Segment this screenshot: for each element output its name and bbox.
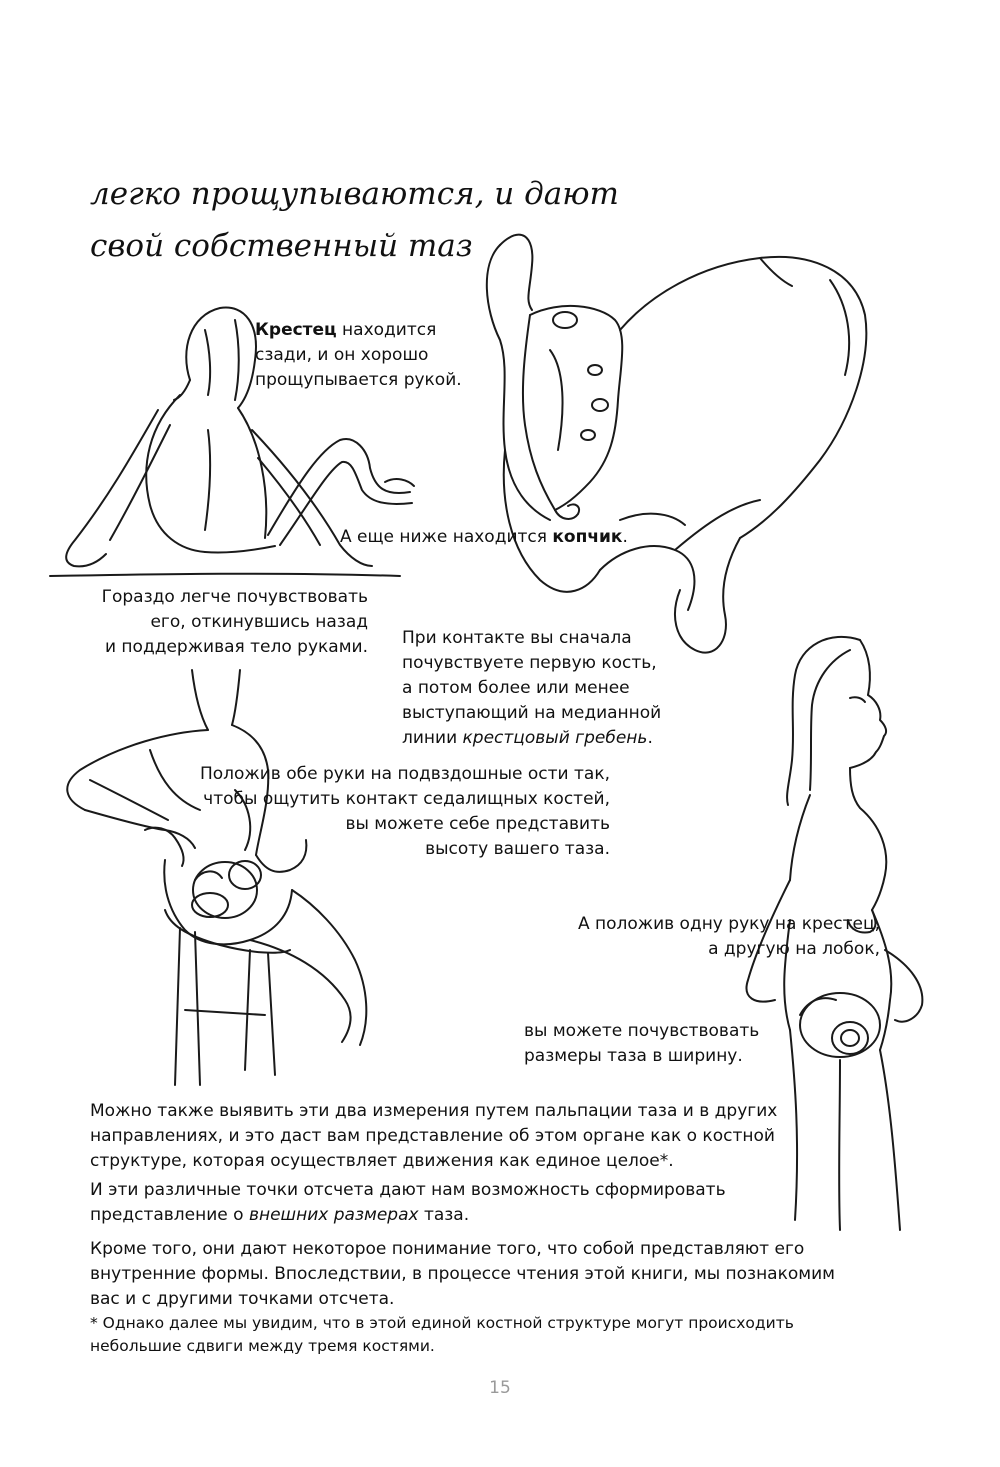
- body-p1-line-3: структуре, которая осуществляет движения как единое целое*.: [90, 1151, 674, 1171]
- caption-one-hand-line-1: А положив одну руку на крестец,: [577, 914, 880, 934]
- caption-coccyx-end: .: [622, 527, 628, 547]
- caption-one-hand: [520, 912, 880, 962]
- page-number: 15: [489, 1378, 511, 1398]
- caption-width-line-2: размеры таза в ширину.: [524, 1046, 743, 1066]
- caption-iliac-line-4: высоту вашего таза.: [425, 839, 610, 859]
- body-p3-line-3: вас и с другими точками отсчета.: [90, 1289, 395, 1309]
- body-p2-line-2-end: таза.: [418, 1205, 470, 1225]
- caption-contact-line-4: выступающий на медианной: [402, 703, 662, 723]
- caption-contact-line-5-pre: линии: [402, 728, 463, 748]
- caption-sacrum-line-1-rest: находится: [336, 320, 437, 340]
- caption-contact-line-1: При контакте вы сначала: [402, 628, 632, 648]
- caption-contact-line-5-end: .: [647, 728, 653, 748]
- body-paragraph-1: [90, 1099, 890, 1174]
- heading-line-2: свой собственный таз: [90, 228, 473, 264]
- body-paragraph-2: [90, 1178, 890, 1228]
- caption-sacrum-term: Крестец: [255, 320, 337, 340]
- body-p2-line-2: [90, 1203, 890, 1228]
- footnote-line-2: небольшие сдвиги между тремя костями.: [90, 1337, 435, 1355]
- body-p2-line-2-pre: представление о: [90, 1205, 249, 1225]
- caption-contact-line-2: почувствуете первую кость,: [402, 653, 657, 673]
- caption-contact-line-5: [402, 726, 661, 751]
- caption-contact-line-3: а потом более или менее: [402, 678, 630, 698]
- caption-sacrum: [255, 318, 462, 393]
- caption-one-hand-line-2: а другую на лобок,: [708, 939, 880, 959]
- body-paragraph-3: [90, 1237, 890, 1312]
- footnote: [90, 1312, 885, 1358]
- caption-lean-back-line-1: Гораздо легче почувствовать: [101, 587, 368, 607]
- body-p3-line-2: внутренние формы. Впоследствии, в процессе чтения этой книги, мы познакомим: [90, 1264, 835, 1284]
- caption-sacrum-line-2: сзади, и он хорошо: [255, 345, 429, 365]
- caption-lean-back-line-2: его, откинувшись назад: [150, 612, 368, 632]
- body-p2-term: внешних размерах: [248, 1205, 419, 1225]
- footnote-line-1: * Однако далее мы увидим, что в этой единой костной структуре могут происходить: [90, 1314, 794, 1332]
- body-p1-line-2: направлениях, и это даст вам представление об этом органе как о костной: [90, 1126, 775, 1146]
- caption-coccyx-term: копчик: [552, 527, 623, 547]
- caption-coccyx: [340, 525, 628, 550]
- body-p3-line-1: Кроме того, они дают некоторое понимание того, что собой представляют его: [90, 1239, 805, 1259]
- caption-width-line-1: вы можете почувствовать: [524, 1021, 760, 1041]
- body-p1-line-1: Можно также выявить эти два измерения путем пальпации таза и в других: [90, 1101, 778, 1121]
- caption-sacrum-line-1: [255, 318, 462, 343]
- caption-iliac-line-1: Положив обе руки на подвздошные ости так,: [199, 764, 610, 784]
- caption-iliac-line-3: вы можете себе представить: [345, 814, 610, 834]
- caption-contact-term: крестцовый гребень: [462, 728, 648, 748]
- caption-lean-back-line-3: и поддерживая тело руками.: [104, 637, 368, 657]
- caption-contact: [402, 626, 661, 751]
- body-p2-line-1: И эти различные точки отсчета дают нам возможность сформировать: [90, 1180, 726, 1200]
- caption-coccyx-text: А еще ниже находится: [340, 527, 553, 547]
- caption-sacrum-line-3: прощупывается рукой.: [255, 370, 462, 390]
- caption-lean-back: [60, 585, 368, 660]
- caption-iliac-line-2: чтобы ощутить контакт седалищных костей,: [203, 789, 610, 809]
- heading-line-1: легко прощупываются, и дают: [90, 176, 619, 212]
- caption-iliac: [150, 762, 610, 862]
- caption-width: [524, 1019, 759, 1069]
- hands-on-hips-illustration: [50, 670, 410, 1090]
- pelvis-illustration: [470, 220, 900, 660]
